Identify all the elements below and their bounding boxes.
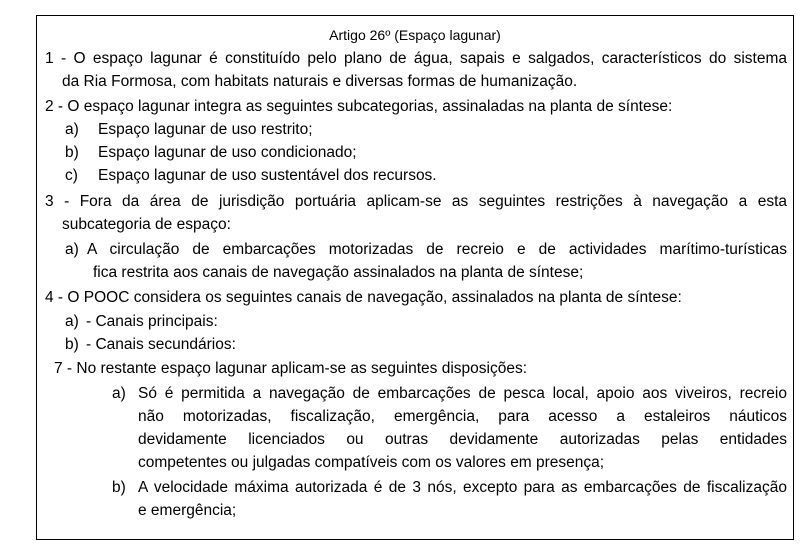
list-item-text: Espaço lagunar de uso sustentável dos recursos. — [98, 167, 437, 184]
p4-intro: 4 - O POOC considera os seguintes canais de navegação, assinalados na planta de síntese: — [45, 289, 682, 306]
list-marker: a) — [65, 313, 79, 330]
list-marker: b) — [65, 336, 79, 353]
list-item-text: Espaço lagunar de uso restrito; — [98, 121, 313, 138]
list-marker: b) — [65, 144, 79, 161]
p2-intro: 2 - O espaço lagunar integra as seguintes subcategorias, assinaladas na planta de síntese: — [45, 98, 673, 115]
p3-item-a-line-1: A circulação de embarcações motorizadas de recreio e de actividades marítimo-turísticas — [87, 241, 787, 258]
p3-item-a-label: a) — [65, 241, 79, 258]
p7-item-a-line-3: devidamente licenciados ou outras devidamente autorizadas pelas entidades — [138, 431, 787, 448]
p3-item-a-line-2: fica restrita aos canais de navegação assinalados na planta de síntese; — [93, 264, 584, 281]
list-item-text: Espaço lagunar de uso condicionado; — [98, 144, 357, 161]
p3-line-2: subcategoria de espaço: — [62, 216, 231, 233]
p4-item-a — [65, 312, 218, 332]
list-marker: a) — [65, 121, 79, 138]
document-frame — [36, 15, 794, 540]
p2-item-b — [65, 143, 357, 163]
p7-item-a-line-4: competentes ou julgadas compatíveis com os valores em presença; — [138, 454, 605, 471]
p2-item-a — [65, 120, 313, 140]
article-title: Artigo 26º (Espaço lagunar) — [329, 27, 501, 43]
p4-item-b — [65, 335, 236, 355]
p2-item-c — [65, 166, 437, 186]
p7-item-b-label: b) — [112, 479, 126, 496]
p7-item-a-line-2: não motorizadas, fiscalização, emergência, para acesso a estaleiros náuticos — [138, 408, 787, 425]
p1-line-2: da Ria Formosa, com habitats naturais e diversas formas de humanização. — [62, 73, 578, 90]
p7-item-b-line-2: e emergência; — [138, 502, 237, 519]
list-marker: c) — [65, 167, 78, 184]
p1-line-1: 1 - O espaço lagunar é constituído pelo plano de água, sapais e salgados, característicos do sistema — [45, 50, 787, 67]
p3-line-1: 3 - Fora da área de jurisdição portuária aplicam-se as seguintes restrições à navegação a esta — [45, 193, 787, 210]
p7-item-a-line-1: Só é permitida a navegação de embarcações de pesca local, apoio aos viveiros, recreio — [138, 385, 787, 402]
p7-intro: 7 - No restante espaço lagunar aplicam-se as seguintes disposições: — [54, 360, 528, 377]
p7-item-b-line-1: A velocidade máxima autorizada é de 3 nós, excepto para as embarcações de fiscalização — [138, 479, 787, 496]
list-item-text: - Canais secundários: — [86, 336, 236, 353]
list-item-text: - Canais principais: — [86, 313, 218, 330]
p7-item-a-label: a) — [112, 385, 126, 402]
